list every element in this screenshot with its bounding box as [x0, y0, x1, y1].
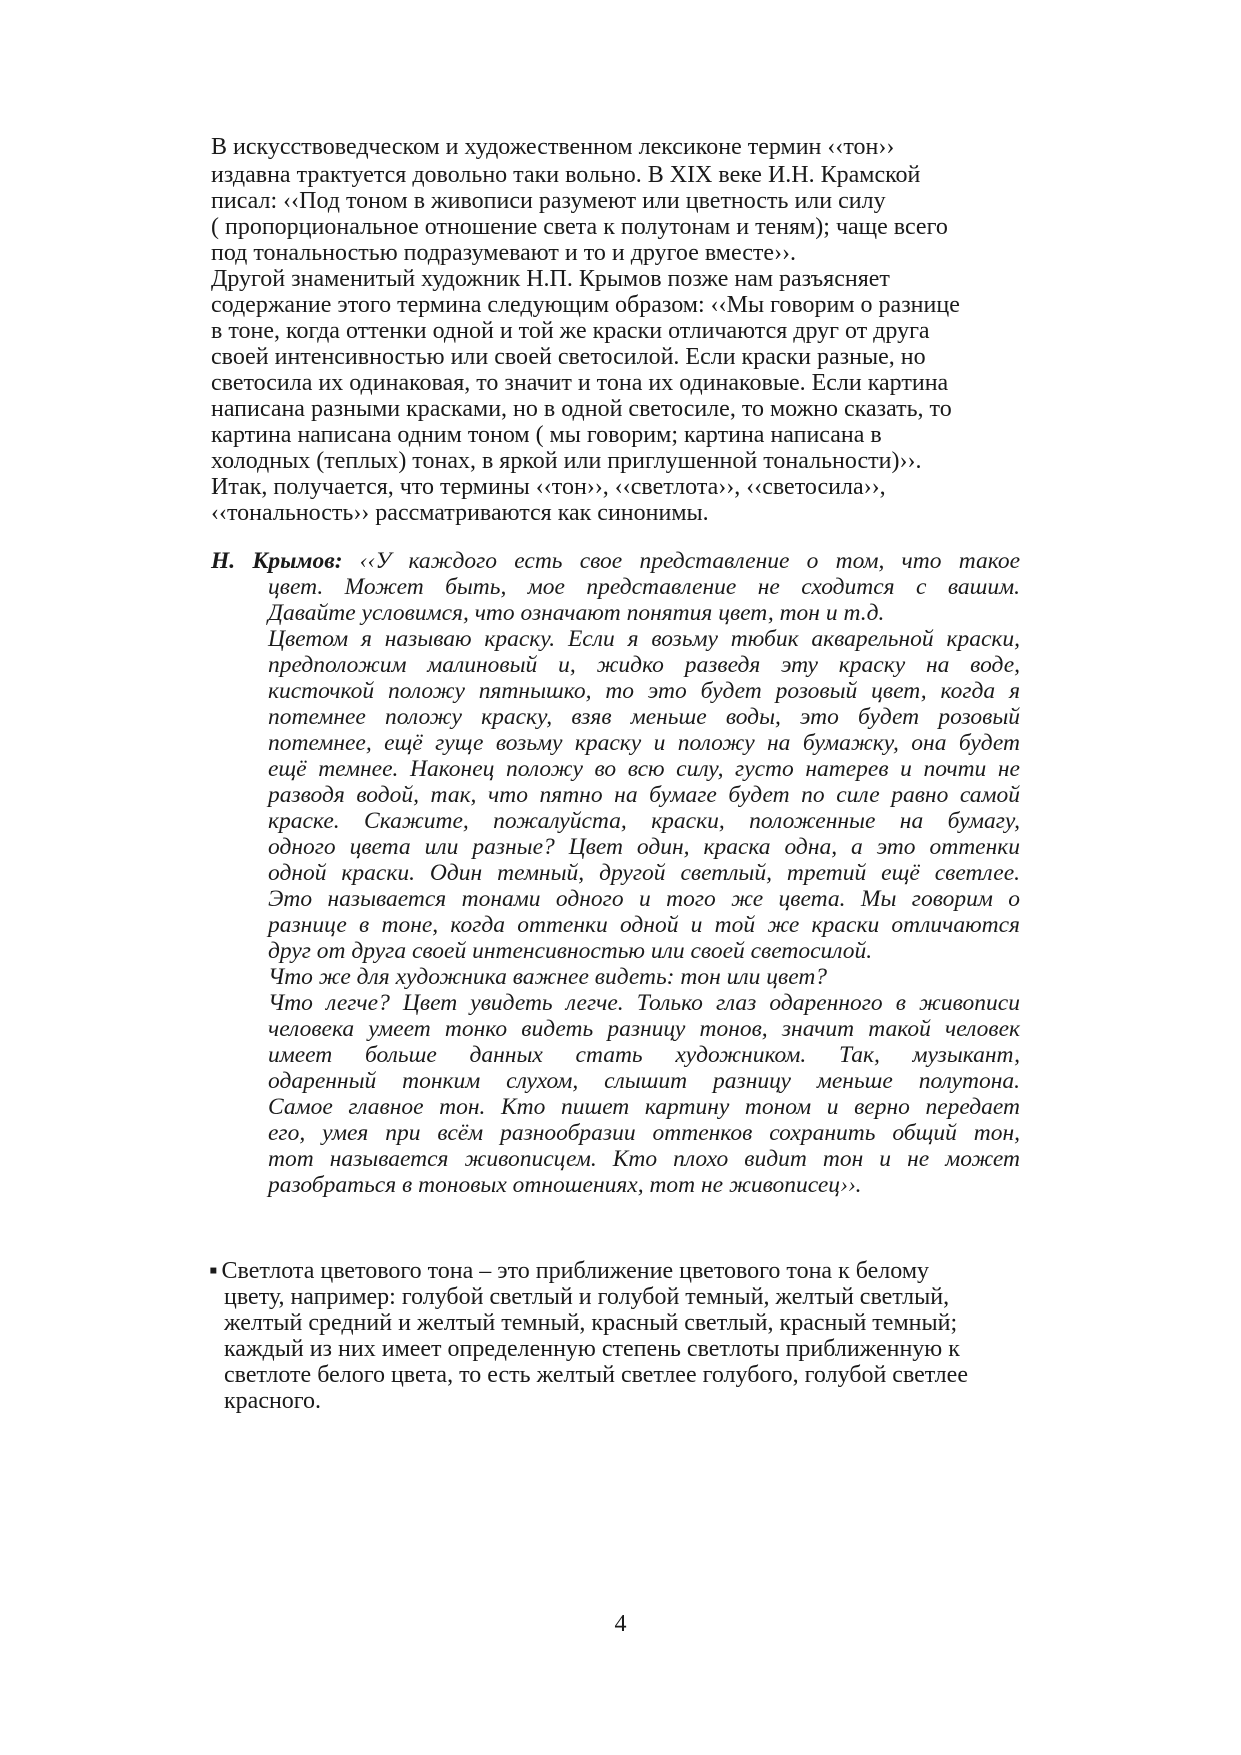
intro-line: под тональностью подразумевают и то и другое вместе››.: [211, 240, 796, 266]
bullet-first-line: [209, 1257, 929, 1285]
quote-line: Что легче? Цвет увидеть легче. Только глаз одаренного в живописи: [268, 990, 1020, 1016]
bullet-line: светлоте белого цвета, то есть желтый светлее голубого, голубой светлее: [224, 1362, 968, 1388]
bullet-line: цвету, например: голубой светлый и голубой темный, желтый светлый,: [224, 1284, 950, 1310]
quote-line: Давайте условимся, что означают понятия цвет, тон и т.д.: [268, 600, 885, 626]
intro-line: написана разными красками, но в одной светосиле, то можно сказать, то: [211, 396, 952, 422]
intro-line: Итак, получается, что термины ‹‹тон››, ‹‹светлота››, ‹‹светосила››,: [211, 474, 886, 500]
intro-line: ‹‹тональность›› рассматриваются как синонимы.: [211, 500, 709, 526]
bullet-line: красного.: [224, 1388, 322, 1414]
page-number: 4: [614, 1611, 627, 1637]
quote-line: тот называется живописцем. Кто плохо видит тон и не может: [268, 1146, 1020, 1172]
quote-line: его, умея при всём разнообразии оттенков сохранить общий тон,: [268, 1120, 1020, 1146]
quote-line: имеет больше данных стать художником. Так, музыкант,: [268, 1042, 1020, 1068]
quote-line: разводя водой, так, что пятно на бумаге будет по силе равно самой: [268, 782, 1020, 808]
quote-line: разобраться в тоновых отношениях, тот не живописец››.: [268, 1172, 862, 1198]
intro-line: Другой знаменитый художник Н.П. Крымов позже нам разъясняет: [211, 266, 890, 292]
quote-line: одного цвета или разные? Цвет один, краска одна, а это оттенки: [268, 834, 1020, 860]
quote-line: ещё темнее. Наконец положу во всю силу, густо натерев и почти не: [268, 756, 1020, 782]
intro-line: издавна трактуется довольно таки вольно. В XIX веке И.Н. Крамской: [211, 162, 921, 188]
intro-line: содержание этого термина следующим образом: ‹‹Мы говорим о разнице: [211, 292, 960, 318]
quote-line: разнице в тоне, когда оттенки одной и той же краски отличаются: [268, 912, 1020, 938]
quote-line: цвет. Может быть, мое представление не сходится с вашим.: [268, 574, 1020, 600]
intro-line: В искусствоведческом и художественном лексиконе термин ‹‹тон››: [211, 134, 895, 160]
quote-line: предположим малиновый и, жидко разведя эту краску на воде,: [268, 652, 1020, 678]
quote-line: человека умеет тонко видеть разницу тонов, значит такой человек: [268, 1016, 1020, 1042]
intro-line: светосила их одинаковая, то значит и тона их одинаковые. Если картина: [211, 370, 949, 396]
quote-line: одной краски. Один темный, другой светлый, третий ещё светлее.: [268, 860, 1020, 886]
quote-line: Что же для художника важнее видеть: тон или цвет?: [268, 964, 828, 990]
quote-line: кисточкой положу пятнышко, то это будет розовый цвет, когда я: [268, 678, 1020, 704]
intro-line: холодных (теплых) тонах, в яркой или приглушенной тональности)››.: [211, 448, 922, 474]
bullet-line: каждый из них имеет определенную степень светлоты приближенную к: [224, 1336, 960, 1362]
quote-line: друг от друга своей интенсивностью или своей светосилой.: [268, 938, 873, 964]
quote-line: потемнее положу краску, взяв меньше воды, это будет розовый: [268, 704, 1020, 730]
quote-line: потемнее, ещё гуще возьму краску и положу на бумажку, она будет: [268, 730, 1020, 756]
quote-line: Цветом я называю краску. Если я возьму тюбик акварельной краски,: [268, 626, 1020, 652]
quote-line: Это называется тонами одного и того же цвета. Мы говорим о: [268, 886, 1020, 912]
quote-line: Самое главное тон. Кто пишет картину тоном и верно передает: [268, 1094, 1020, 1120]
bullet-line: желтый средний и желтый темный, красный светлый, красный темный;: [224, 1310, 958, 1336]
square-bullet-icon: ▪: [209, 1258, 218, 1284]
quote-line: одаренный тонким слухом, слышит разницу меньше полутона.: [268, 1068, 1020, 1094]
intro-line: в тоне, когда оттенки одной и той же краски отличаются друг от друга: [211, 318, 930, 344]
quote-line: краске. Скажите, пожалуйста, краски, положенные на бумагу,: [268, 808, 1020, 834]
intro-line: картина написана одним тоном ( мы говорим; картина написана в: [211, 422, 882, 448]
bullet-first-line-text: Светлота цветового тона – это приближение цветового тона к белому: [221, 1258, 929, 1284]
intro-line: своей интенсивностью или своей светосилой. Если краски разные, но: [211, 344, 926, 370]
quote-first-line: [211, 547, 1020, 575]
intro-line: ( пропорциональное отношение света к полутонам и теням); чаще всего: [211, 214, 948, 240]
quote-speaker: Н. Крымов:: [211, 548, 343, 574]
intro-line: писал: ‹‹Под тоном в живописи разумеют или цветность или силу: [211, 188, 886, 214]
quote-first-line-text: ‹‹У каждого есть свое представление о том, что такое: [359, 548, 1021, 574]
